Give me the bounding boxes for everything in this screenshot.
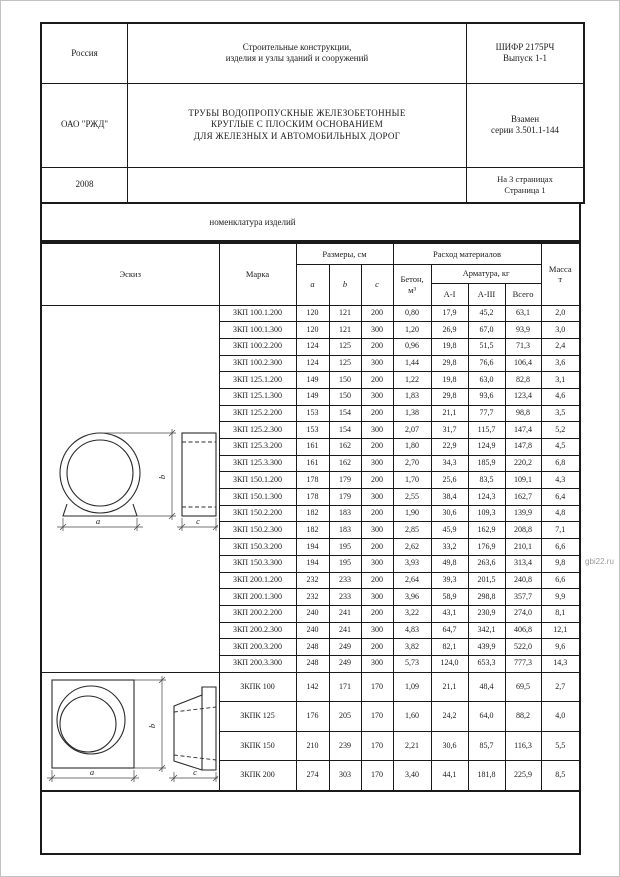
value-cell: 3,0 <box>541 322 580 339</box>
value-cell: 200 <box>361 639 393 656</box>
value-cell: 150 <box>329 372 361 389</box>
value-cell: 6,6 <box>541 572 580 589</box>
dim-a-label: a <box>90 766 95 777</box>
doc-title-line1: ТРУБЫ ВОДОПРОПУСКНЫЕ ЖЕЛЕЗОБЕТОННЫЕ <box>188 108 406 119</box>
value-cell: 522,0 <box>505 639 541 656</box>
value-cell: 153 <box>296 405 329 422</box>
col-b: b <box>329 264 361 305</box>
marka-cell: ЗКП 125.3.300 <box>219 455 296 472</box>
value-cell: 124,0 <box>431 655 468 672</box>
value-cell: 300 <box>361 522 393 539</box>
marka-cell: ЗКП 150.1.200 <box>219 472 296 489</box>
value-cell: 26,9 <box>431 322 468 339</box>
col-a: a <box>296 264 329 305</box>
value-cell: 109,3 <box>468 505 505 522</box>
value-cell: 300 <box>361 322 393 339</box>
value-cell: 313,4 <box>505 555 541 572</box>
catalog-title-line1: Строительные конструкции, <box>242 42 352 52</box>
value-cell: 124,3 <box>468 489 505 506</box>
value-cell: 6,4 <box>541 489 580 506</box>
value-cell: 121 <box>329 322 361 339</box>
value-cell: 22,9 <box>431 439 468 456</box>
value-cell: 1,44 <box>393 355 431 372</box>
company-cell: ОАО "РЖД" <box>41 83 128 167</box>
value-cell: 2,4 <box>541 338 580 355</box>
value-cell: 1,80 <box>393 439 431 456</box>
section-band <box>40 204 581 242</box>
marka-cell: ЗКП 150.1.300 <box>219 489 296 506</box>
col-eskiz: Эскиз <box>41 243 219 305</box>
value-cell: 45,9 <box>431 522 468 539</box>
value-cell: 125 <box>329 338 361 355</box>
value-cell: 69,5 <box>505 672 541 702</box>
value-cell: 2,85 <box>393 522 431 539</box>
value-cell: 194 <box>296 555 329 572</box>
value-cell: 200 <box>361 605 393 622</box>
marka-cell: ЗКП 150.3.200 <box>219 539 296 556</box>
value-cell: 185,9 <box>468 455 505 472</box>
value-cell: 30,6 <box>431 505 468 522</box>
value-cell: 300 <box>361 388 393 405</box>
value-cell: 6,6 <box>541 539 580 556</box>
col-beton <box>393 264 431 305</box>
value-cell: 139,9 <box>505 505 541 522</box>
value-cell: 233 <box>329 572 361 589</box>
portal-block-sketch <box>42 674 218 786</box>
dim-b-label: b <box>157 475 168 480</box>
value-cell: 200 <box>361 372 393 389</box>
marka-cell: ЗКП 200.1.200 <box>219 572 296 589</box>
value-cell: 124,9 <box>468 439 505 456</box>
catalog-title <box>128 23 467 83</box>
value-cell: 240 <box>296 605 329 622</box>
value-cell: 109,1 <box>505 472 541 489</box>
value-cell: 7,1 <box>541 522 580 539</box>
value-cell: 241 <box>329 605 361 622</box>
cipher-line2: Выпуск 1-1 <box>503 53 547 64</box>
value-cell: 248 <box>296 655 329 672</box>
marka-cell: ЗКП 100.2.200 <box>219 338 296 355</box>
value-cell: 178 <box>296 489 329 506</box>
pipe-section-sketch-cell <box>41 305 219 672</box>
portal-section-sketch-cell <box>41 672 219 791</box>
value-cell: 45,2 <box>468 305 505 322</box>
value-cell: 225,9 <box>505 761 541 791</box>
value-cell: 300 <box>361 589 393 606</box>
value-cell: 300 <box>361 489 393 506</box>
value-cell: 82,8 <box>505 372 541 389</box>
value-cell: 162,9 <box>468 522 505 539</box>
value-cell: 64,7 <box>431 622 468 639</box>
value-cell: 162,7 <box>505 489 541 506</box>
value-cell: 170 <box>361 672 393 702</box>
value-cell: 200 <box>361 405 393 422</box>
table-row <box>41 672 580 702</box>
value-cell: 1,38 <box>393 405 431 422</box>
replaces-line1: Взамен <box>510 113 540 124</box>
value-cell: 208,8 <box>505 522 541 539</box>
marka-cell: ЗКП 200.3.200 <box>219 639 296 656</box>
value-cell: 25,6 <box>431 472 468 489</box>
value-cell: 5,73 <box>393 655 431 672</box>
marka-cell: ЗКП 150.2.200 <box>219 505 296 522</box>
value-cell: 77,7 <box>468 405 505 422</box>
value-cell: 162 <box>329 455 361 472</box>
value-cell: 64,0 <box>468 702 505 732</box>
value-cell: 0,96 <box>393 338 431 355</box>
value-cell: 147,4 <box>505 422 541 439</box>
value-cell: 14,3 <box>541 655 580 672</box>
marka-cell: ЗКПК 125 <box>219 702 296 732</box>
value-cell: 2,0 <box>541 305 580 322</box>
value-cell: 179 <box>329 472 361 489</box>
value-cell: 232 <box>296 589 329 606</box>
value-cell: 439,9 <box>468 639 505 656</box>
pages-cell <box>467 167 585 203</box>
value-cell: 171 <box>329 672 361 702</box>
value-cell: 201,5 <box>468 572 505 589</box>
value-cell: 300 <box>361 655 393 672</box>
value-cell: 200 <box>361 439 393 456</box>
value-cell: 3,93 <box>393 555 431 572</box>
col-massa <box>541 243 580 305</box>
value-cell: 2,07 <box>393 422 431 439</box>
value-cell: 115,7 <box>468 422 505 439</box>
value-cell: 161 <box>296 439 329 456</box>
zkpk-rows <box>41 672 580 791</box>
marka-cell: ЗКПК 200 <box>219 761 296 791</box>
value-cell: 4,3 <box>541 472 580 489</box>
value-cell: 239 <box>329 731 361 761</box>
value-cell: 205 <box>329 702 361 732</box>
value-cell: 30,6 <box>431 731 468 761</box>
value-cell: 300 <box>361 455 393 472</box>
value-cell: 2,64 <box>393 572 431 589</box>
value-cell: 4,8 <box>541 505 580 522</box>
value-cell: 17,9 <box>431 305 468 322</box>
value-cell: 249 <box>329 655 361 672</box>
value-cell: 240,8 <box>505 572 541 589</box>
value-cell: 31,7 <box>431 422 468 439</box>
value-cell: 120 <box>296 322 329 339</box>
empty-cell <box>128 167 467 203</box>
value-cell: 154 <box>329 405 361 422</box>
value-cell: 233 <box>329 589 361 606</box>
value-cell: 274 <box>296 761 329 791</box>
value-cell: 2,62 <box>393 539 431 556</box>
marka-cell: ЗКП 200.1.300 <box>219 589 296 606</box>
value-cell: 3,82 <box>393 639 431 656</box>
doc-title-line2: КРУГЛЫЕ С ПЛОСКИМ ОСНОВАНИЕМ <box>210 119 384 130</box>
value-cell: 4,83 <box>393 622 431 639</box>
value-cell: 248 <box>296 639 329 656</box>
value-cell: 24,2 <box>431 702 468 732</box>
value-cell: 150 <box>329 388 361 405</box>
replaces-cell <box>467 83 585 167</box>
pages-line1: На 3 страницах <box>497 174 553 185</box>
zkp-rows <box>41 305 580 672</box>
cipher-line1: ШИФР 2175РЧ <box>495 42 555 52</box>
value-cell: 124 <box>296 355 329 372</box>
value-cell: 93,9 <box>505 322 541 339</box>
value-cell: 93,6 <box>468 388 505 405</box>
value-cell: 176,9 <box>468 539 505 556</box>
col-marka: Марка <box>219 243 296 305</box>
col-razmery: Размеры, см <box>296 243 393 264</box>
value-cell: 1,83 <box>393 388 431 405</box>
value-cell: 181,8 <box>468 761 505 791</box>
value-cell: 67,0 <box>468 322 505 339</box>
value-cell: 88,2 <box>505 702 541 732</box>
value-cell: 1,70 <box>393 472 431 489</box>
value-cell: 2,70 <box>393 455 431 472</box>
value-cell: 8,1 <box>541 605 580 622</box>
marka-cell: ЗКПК 100 <box>219 672 296 702</box>
col-ai: А-I <box>431 283 468 305</box>
footer-blank-cell <box>41 791 580 854</box>
value-cell: 9,9 <box>541 589 580 606</box>
value-cell: 179 <box>329 489 361 506</box>
marka-cell: ЗКП 125.3.200 <box>219 439 296 456</box>
value-cell: 38,4 <box>431 489 468 506</box>
value-cell: 162 <box>329 439 361 456</box>
marka-cell: ЗКП 125.2.300 <box>219 422 296 439</box>
value-cell: 63,1 <box>505 305 541 322</box>
value-cell: 153 <box>296 422 329 439</box>
value-cell: 1,90 <box>393 505 431 522</box>
value-cell: 178 <box>296 472 329 489</box>
value-cell: 9,6 <box>541 639 580 656</box>
massa-line1: Масса <box>548 264 572 275</box>
nomenclature-table <box>40 242 581 855</box>
value-cell: 2,55 <box>393 489 431 506</box>
value-cell: 4,5 <box>541 439 580 456</box>
value-cell: 85,7 <box>468 731 505 761</box>
value-cell: 12,1 <box>541 622 580 639</box>
value-cell: 58,9 <box>431 589 468 606</box>
value-cell: 71,3 <box>505 338 541 355</box>
value-cell: 406,8 <box>505 622 541 639</box>
table-row <box>41 305 580 322</box>
value-cell: 6,8 <box>541 455 580 472</box>
catalog-title-line2: изделия и узлы зданий и сооружений <box>225 53 369 64</box>
value-cell: 34,3 <box>431 455 468 472</box>
footer-blank-row <box>41 791 580 854</box>
value-cell: 149 <box>296 388 329 405</box>
value-cell: 149 <box>296 372 329 389</box>
value-cell: 21,1 <box>431 405 468 422</box>
value-cell: 147,8 <box>505 439 541 456</box>
value-cell: 194 <box>296 539 329 556</box>
value-cell: 3,22 <box>393 605 431 622</box>
value-cell: 3,96 <box>393 589 431 606</box>
value-cell: 232 <box>296 572 329 589</box>
value-cell: 0,80 <box>393 305 431 322</box>
value-cell: 9,8 <box>541 555 580 572</box>
value-cell: 116,3 <box>505 731 541 761</box>
value-cell: 33,2 <box>431 539 468 556</box>
value-cell: 154 <box>329 422 361 439</box>
beton-line2: м³ <box>408 284 416 295</box>
value-cell: 357,7 <box>505 589 541 606</box>
table-header <box>41 243 580 305</box>
marka-cell: ЗКП 100.1.200 <box>219 305 296 322</box>
value-cell: 183 <box>329 505 361 522</box>
value-cell: 274,0 <box>505 605 541 622</box>
value-cell: 125 <box>329 355 361 372</box>
dim-c-label: c <box>193 766 198 777</box>
site-watermark: gbi22.ru <box>585 557 614 566</box>
col-c: c <box>361 264 393 305</box>
value-cell: 48,4 <box>468 672 505 702</box>
value-cell: 200 <box>361 338 393 355</box>
country-cell: Россия <box>41 23 128 83</box>
value-cell: 200 <box>361 505 393 522</box>
value-cell: 1,60 <box>393 702 431 732</box>
value-cell: 300 <box>361 622 393 639</box>
pages-line2: Страница 1 <box>504 184 546 195</box>
pipe-flat-base-sketch <box>42 426 218 548</box>
dim-c-label: c <box>196 516 201 527</box>
marka-cell: ЗКП 200.2.300 <box>219 622 296 639</box>
value-cell: 300 <box>361 355 393 372</box>
value-cell: 19,8 <box>431 338 468 355</box>
value-cell: 51,5 <box>468 338 505 355</box>
value-cell: 170 <box>361 761 393 791</box>
value-cell: 1,22 <box>393 372 431 389</box>
value-cell: 230,9 <box>468 605 505 622</box>
value-cell: 298,8 <box>468 589 505 606</box>
value-cell: 263,6 <box>468 555 505 572</box>
doc-title-line3: ДЛЯ ЖЕЛЕЗНЫХ И АВТОМОБИЛЬНЫХ ДОРОГ <box>193 130 401 141</box>
marka-cell: ЗКП 125.2.200 <box>219 405 296 422</box>
value-cell: 182 <box>296 522 329 539</box>
value-cell: 76,6 <box>468 355 505 372</box>
value-cell: 300 <box>361 422 393 439</box>
marka-cell: ЗКП 150.2.300 <box>219 522 296 539</box>
value-cell: 176 <box>296 702 329 732</box>
dim-b-label: b <box>147 723 158 729</box>
value-cell: 123,4 <box>505 388 541 405</box>
value-cell: 19,8 <box>431 372 468 389</box>
value-cell: 43,1 <box>431 605 468 622</box>
cipher-cell <box>467 23 585 83</box>
col-vsego: Всего <box>505 283 541 305</box>
value-cell: 170 <box>361 702 393 732</box>
value-cell: 3,5 <box>541 405 580 422</box>
value-cell: 249 <box>329 639 361 656</box>
value-cell: 142 <box>296 672 329 702</box>
value-cell: 3,6 <box>541 355 580 372</box>
col-armatura: Арматура, кг <box>431 264 541 283</box>
beton-line1: Бетон, <box>400 274 424 285</box>
value-cell: 653,3 <box>468 655 505 672</box>
value-cell: 29,8 <box>431 355 468 372</box>
value-cell: 63,0 <box>468 372 505 389</box>
value-cell: 106,4 <box>505 355 541 372</box>
value-cell: 220,2 <box>505 455 541 472</box>
value-cell: 29,8 <box>431 388 468 405</box>
value-cell: 3,40 <box>393 761 431 791</box>
year-cell: 2008 <box>41 167 128 203</box>
dim-a-label: a <box>96 516 101 527</box>
value-cell: 183 <box>329 522 361 539</box>
value-cell: 2,7 <box>541 672 580 702</box>
value-cell: 83,5 <box>468 472 505 489</box>
value-cell: 200 <box>361 472 393 489</box>
marka-cell: ЗКПК 150 <box>219 731 296 761</box>
value-cell: 8,5 <box>541 761 580 791</box>
value-cell: 210,1 <box>505 539 541 556</box>
marka-cell: ЗКП 125.1.300 <box>219 388 296 405</box>
document-sheet <box>40 22 581 855</box>
value-cell: 4,6 <box>541 388 580 405</box>
value-cell: 39,3 <box>431 572 468 589</box>
value-cell: 4,0 <box>541 702 580 732</box>
value-cell: 200 <box>361 572 393 589</box>
value-cell: 2,21 <box>393 731 431 761</box>
value-cell: 210 <box>296 731 329 761</box>
value-cell: 82,1 <box>431 639 468 656</box>
value-cell: 3,1 <box>541 372 580 389</box>
value-cell: 182 <box>296 505 329 522</box>
value-cell: 195 <box>329 539 361 556</box>
value-cell: 5,2 <box>541 422 580 439</box>
col-rashod: Расход материалов <box>393 243 541 264</box>
value-cell: 21,1 <box>431 672 468 702</box>
value-cell: 98,8 <box>505 405 541 422</box>
value-cell: 195 <box>329 555 361 572</box>
value-cell: 1,09 <box>393 672 431 702</box>
value-cell: 44,1 <box>431 761 468 791</box>
value-cell: 124 <box>296 338 329 355</box>
marka-cell: ЗКП 100.2.300 <box>219 355 296 372</box>
col-aiii: А-III <box>468 283 505 305</box>
value-cell: 241 <box>329 622 361 639</box>
marka-cell: ЗКП 150.3.300 <box>219 555 296 572</box>
section-title: номенклатура изделий <box>209 217 296 227</box>
value-cell: 49,8 <box>431 555 468 572</box>
massa-line2: т <box>558 274 563 285</box>
value-cell: 161 <box>296 455 329 472</box>
marka-cell: ЗКП 100.1.300 <box>219 322 296 339</box>
value-cell: 1,20 <box>393 322 431 339</box>
value-cell: 200 <box>361 539 393 556</box>
replaces-line2: серии 3.501.1-144 <box>491 125 559 135</box>
marka-cell: ЗКП 200.3.300 <box>219 655 296 672</box>
value-cell: 777,3 <box>505 655 541 672</box>
value-cell: 200 <box>361 305 393 322</box>
title-block <box>40 22 585 204</box>
value-cell: 120 <box>296 305 329 322</box>
marka-cell: ЗКП 200.2.200 <box>219 605 296 622</box>
document-title <box>128 83 467 167</box>
marka-cell: ЗКП 125.1.200 <box>219 372 296 389</box>
value-cell: 170 <box>361 731 393 761</box>
value-cell: 240 <box>296 622 329 639</box>
value-cell: 5,5 <box>541 731 580 761</box>
value-cell: 300 <box>361 555 393 572</box>
value-cell: 303 <box>329 761 361 791</box>
value-cell: 342,1 <box>468 622 505 639</box>
value-cell: 121 <box>329 305 361 322</box>
